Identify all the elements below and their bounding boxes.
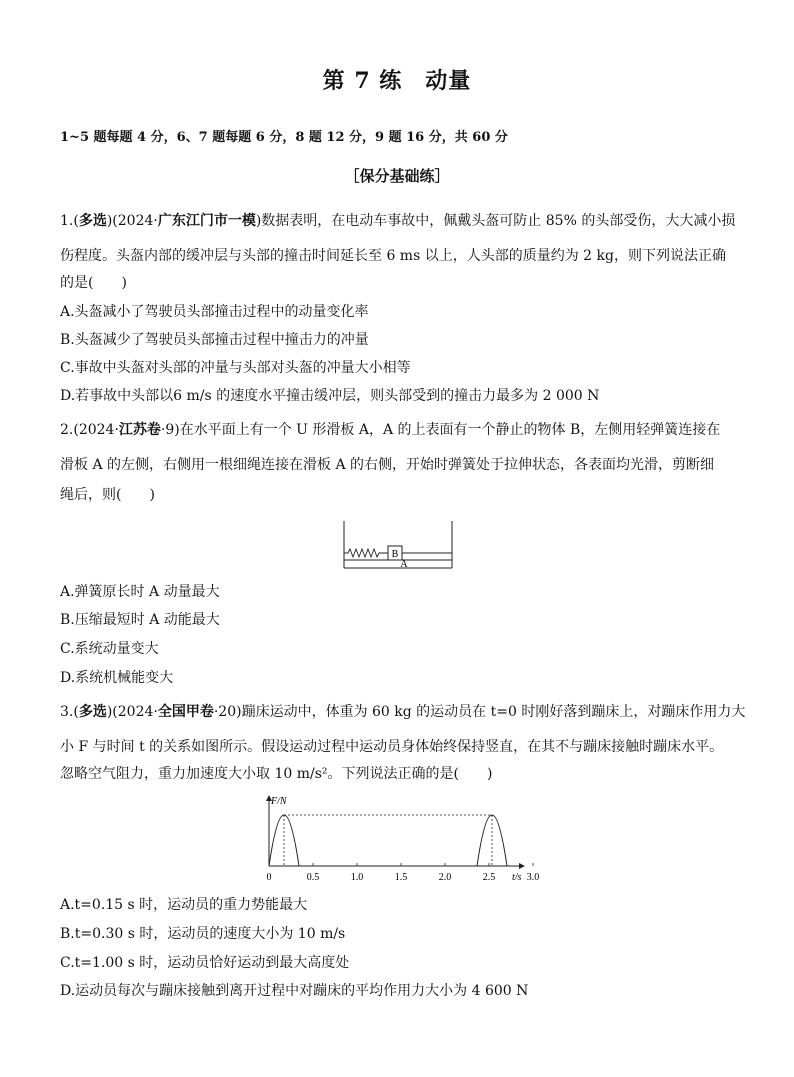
q3-option-c: C.t=1.00 s 时，运动员恰好运动到最大高度处: [60, 955, 350, 971]
q1-option-a: A.头盔减小了驾驶员头部撞击过程中的动量变化率: [60, 304, 369, 320]
q2-option-b: B.压缩最短时 A 动能最大: [60, 612, 220, 628]
q1-source: 广东江门市一模: [157, 213, 256, 229]
q3-tick-label: 2.5: [482, 872, 496, 883]
q3-ylabel: F/N: [271, 796, 287, 807]
q3-num: 3.(: [60, 704, 79, 720]
page-title: 第 7 练 动量: [322, 68, 472, 94]
q2-spring: [344, 549, 388, 557]
q1-line2: 伤程度。头盔内部的缓冲层与头部的撞击时间延长至 6 ms 以上，人头部的质量约为 2 kg，则下列说法正确: [60, 248, 726, 264]
q1-source-pre: )(2024·: [106, 213, 158, 229]
q3-tick-label: 0: [266, 872, 272, 883]
q3-tick-label: 1.0: [350, 872, 364, 883]
q2-option-c: C.系统动量变大: [60, 641, 159, 657]
q2-source: 江苏卷: [118, 422, 161, 438]
section-heading: ［保分基础练］: [344, 167, 450, 185]
q3-source: 全国甲卷: [157, 704, 214, 720]
q2-line2: 滑板 A 的左侧，右侧用一根细绳连接在滑板 A 的右侧，开始时弹簧处于拉伸状态，各表面均光滑，剪断细: [60, 457, 715, 473]
q2-option-a: A.弹簧原长时 A 动量最大: [60, 584, 220, 600]
q2-label-b: B: [391, 549, 399, 560]
q3-tick-label: 3.0: [526, 872, 540, 883]
q3-tag: 多选: [78, 704, 107, 720]
q2-line1: [60, 421, 720, 439]
q3-option-a: A.t=0.15 s 时，运动员的重力势能最大: [60, 897, 308, 913]
q1-tag: 多选: [78, 213, 107, 229]
q3-option-b: B.t=0.30 s 时，运动员的速度大小为 10 m/s: [60, 926, 346, 942]
q1-line1-rest: )数据表明，在电动车事故中，佩戴头盔可防止 85% 的头部受伤，大大减小损: [255, 213, 736, 229]
q1-num: 1.(: [60, 213, 79, 229]
q2-num: 2.(2024·: [60, 422, 119, 438]
q3-x-arrow: [519, 863, 525, 869]
q2-line3: 绳后，则( ): [60, 487, 155, 503]
q2-line1-rest: ·9)在水平面上有一个 U 形滑板 A，A 的上表面有一个静止的物体 B，左侧用轻弹簧连接在: [160, 422, 721, 438]
q3-line1-rest: ·20)蹦床运动中，体重为 60 kg 的运动员在 t=0 时刚好落到蹦床上，对蹦床作用力大: [213, 704, 746, 720]
q1-line3: 的是( ): [60, 275, 127, 291]
q2-label-a: A: [400, 559, 408, 570]
q3-tick-label: 0.5: [306, 872, 320, 883]
q1-option-c: C.事故中头盔对头部的冲量与头部对头盔的冲量大小相等: [60, 360, 411, 376]
q1-option-b: B.头盔减少了驾驶员头部撞击过程中撞击力的冲量: [60, 332, 369, 348]
q2-figure: [338, 517, 458, 572]
q3-tick-label: 2.0: [438, 872, 452, 883]
q3-line2: 小 F 与时间 t 的关系如图所示。假设运动过程中运动员身体始终保持竖直，在其不与蹦床接触时蹦床水平。: [60, 739, 724, 755]
q3-source-pre: )(2024·: [106, 704, 158, 720]
q3-line3: 忽略空气阻力，重力加速度大小取 10 m/s²。下列说法正确的是( ): [60, 766, 493, 782]
q3-option-d: D.运动员每次与蹦床接触到离开过程中对蹦床的平均作用力大小为 4 600 N: [60, 983, 529, 999]
scoring-note: 1~5 题每题 4 分，6、7 题每题 6 分，8 题 12 分，9 题 16 分，共 60 分: [60, 130, 508, 145]
q3-line1: [60, 703, 745, 721]
q1-option-d: D.若事故中头部以6 m/s 的速度水平撞击缓冲层，则头部受到的撞击力最多为 2 000 N: [60, 388, 600, 404]
q3-tick-label: 1.5: [394, 872, 408, 883]
q3-chart: [255, 792, 545, 887]
q1-line1: [60, 212, 735, 230]
q3-xlabel: t/s: [512, 872, 522, 883]
q2-option-d: D.系统机械能变大: [60, 670, 174, 686]
